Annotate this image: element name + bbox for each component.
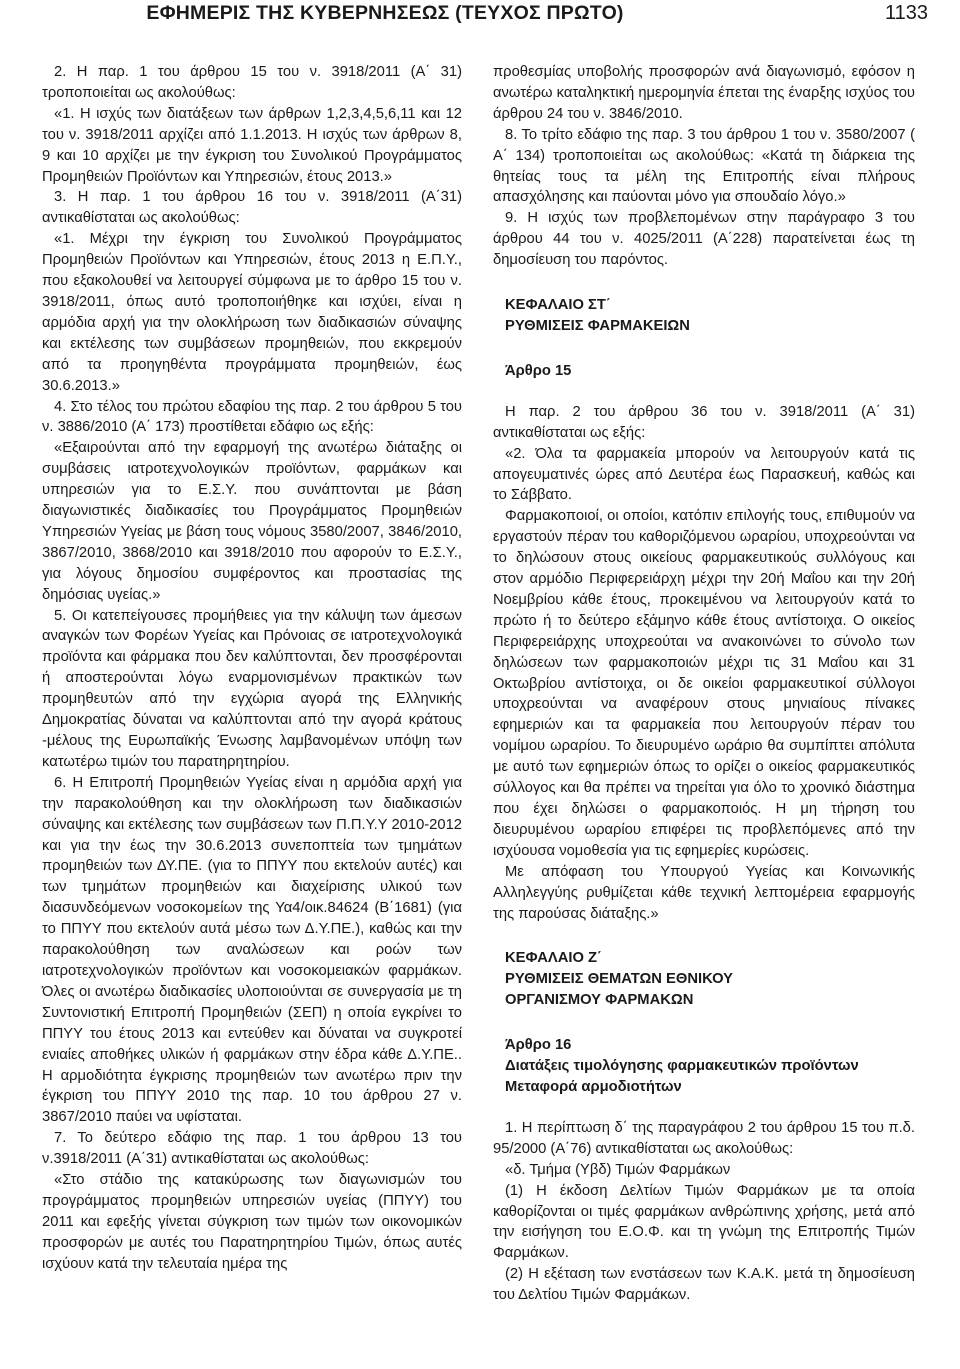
chapter-subtitle: ΡΥΘΜΙΣΕΙΣ ΘΕΜΑΤΩΝ ΕΘΝΙΚΟΥ (505, 971, 733, 988)
paragraph: 6. Η Επιτροπή Προμηθειών Υγείας είναι η αρμόδια αρχή για την παρακολούθηση και την ολοκλήρωση των διαδικασιών σύναψης και εκτέλεσης των συμβάσεων των Π.Π.Υ.Υ 2010-2012 και για την έως την 30.6.2013 συνεποπτεία των τμημάτων προμηθειών των ΔΥ.ΠΕ. (για το ΠΠΥΥ που εκτελούν αυτές) και των τμημάτων προμηθειών και διαχείρισης υλικού των διασυνδεόμενων νοσοκομείων της Υα4/οικ.84624 (Β΄1681) (για το ΠΠΥΥ που εκτελούν αυτά μέσω των Δ.Υ.ΠΕ.), καθώς και την παρακολούθηση των αναλώσεων και ροών των ιατροτεχνολογικών προϊόντων και νοσοκομειακών φαρμάκων. Όλες οι ανωτέρω διαδικασίες υλοποιούνται σε συνεργασία με τη Συντονιστική Επιτροπή Προμηθειών (ΣΕΠ) η οποία εγκρίνει το ΠΠΥΥ του έτους 2013 και εντεύθεν και δύναται να συγκροτεί ενιαίες αποθήκες υλικών ή φαρμάκων στην έδρα κάθε Δ.Υ.ΠΕ.. Η αρμοδιότητα έγκρισης προμηθειών των ανωτέρω πριν την έγκριση του ΠΠΥΥ 2010 της παρ. 10 του άρθρου 27 ν. 3867/2010 παύει να υφίσταται. (42, 774, 462, 1126)
chapter-title: ΚΕΦΑΛΑΙΟ Ζ΄ (505, 950, 602, 967)
right-column (493, 62, 915, 1306)
paragraph: «Στο στάδιο της κατακύρωσης των διαγωνισμών του προγράμματος προμηθειών υπηρεσιών υγείας (ΠΠΥΥ) του 2011 και εφεξής γίνεται σύγκριση των τιμών των οικονομικών προσφορών με αυτές του Παρατηρητηρίου Τιμών, όπως αυτές ισχύουν κατά την τελευταία ημέρα της (42, 1172, 462, 1272)
paragraph: 1. Η περίπτωση δ΄ της παραγράφου 2 του άρθρου 15 του π.δ. 95/2000 (Α΄76) αντικαθίσταται ως ακολούθως: (493, 1119, 915, 1157)
paragraph: Με απόφαση του Υπουργού Υγείας και Κοινωνικής Αλληλεγγύης ρυθμίζεται κάθε τεχνική λεπτομέρεια εφαρμογής της παρούσας διάταξης.» (493, 863, 915, 922)
page-header (30, 0, 930, 34)
article-title: Άρθρο 15 (505, 362, 572, 379)
chapter-subtitle: ΡΥΘΜΙΣΕΙΣ ΦΑΡΜΑΚΕΙΩΝ (505, 317, 690, 334)
paragraph: «δ. Τμήμα (Υβδ) Τιμών Φαρμάκων (505, 1161, 731, 1178)
paragraph: 8. Το τρίτο εδάφιο της παρ. 3 του άρθρου 1 του ν. 3580/2007 ( Α΄ 134) τροποποιείται ως ακολούθως: «Κατά τη διάρκεια της θητείας τους τα μέλη της Επιτροπής είναι πλήρους απασχόλησης και παύονται μόνο για σπουδαίο λόγο.» (493, 126, 915, 206)
paragraph: προθεσμίας υποβολής προσφορών ανά διαγωνισμό, εφόσον η ανωτέρω καταληκτική ημερομηνία έπεται της έναρξης ισχύος του άρθρου 24 του ν. 3846/2010. (493, 64, 915, 122)
left-column (42, 62, 462, 1275)
page-number: 1133 (884, 2, 928, 24)
chapter-subtitle: ΟΡΓΑΝΙΣΜΟΥ ΦΑΡΜΑΚΩΝ (505, 992, 694, 1009)
chapter-title: ΚΕΦΑΛΑΙΟ ΣΤ΄ (505, 297, 611, 314)
paragraph: 3. Η παρ. 1 του άρθρου 16 του ν. 3918/2011 (Α΄31) αντικαθίσταται ως ακολούθως: (42, 189, 462, 227)
paragraph: Φαρμακοποιοί, οι οποίοι, κατόπιν επιλογής τους, επιθυμούν να εργαστούν πέραν του καθοριζόμενου ωραρίου, υποχρεούνται να το δηλώσουν στους οικείους φαρμακευτικούς συλλόγους και στον αρμόδιο Περιφερειάρχη μέχρι την 20ή Μαΐου και την 20ή Νοεμβρίου κάθε έτους, προκειμένου να λειτουργούν κατά το πρώτο ή το δεύτερο εξάμηνο κάθε έτους αντίστοιχα. Ο οικείος Περιφερειάρχης υποχρεούται να ανακοινώνει το σύνολο των δηλώσεων των φαρμακοποιών μέχρι τις 31 Μαΐου και 31 Οκτωβρίου αντίστοιχα, οι δε οικείοι φαρμακευτικοί σύλλογοι υποχρεούνται να αναφέρουν στους μηνιαίους πίνακες εφημεριών και τα φαρμακεία που λειτουργούν πέραν του νομίμου ωραρίου. Το διευρυμένο ωράριο θα συμπίπτει απόλυτα με αυτό των εφημεριών όπως το ορίζει ο οικείος φαρμακευτικός σύλλογος και θα πρέπει να τηρείται για όλο το χρονικό διάστημα που έχει δηλώσει ο φαρμακοποιός. Η μη τήρηση του διευρυμένου ωραρίου επιφέρει τις προβλεπόμενες από την ισχύουσα νομοθεσία για τις εφημερίες κυρώσεις. (493, 508, 915, 859)
paragraph: «1. Η ισχύς των διατάξεων των άρθρων 1,2,3,4,5,6,11 και 12 του ν. 3918/2011 αρχίζει από 1.1.2013. Η ισχύς των άρθρων 8, 9 και 10 αρχίζει με την έγκριση του Συνολικού Προγράμματος Προμηθειών Προϊόντων και Υπηρεσιών, έτους 2013.» (42, 105, 462, 185)
paragraph: 2. Η παρ. 1 του άρθρου 15 του ν. 3918/2011 (Α΄ 31) τροποποιείται ως ακολούθως: (42, 64, 462, 101)
paragraph: 4. Στο τέλος του πρώτου εδαφίου της παρ. 2 του άρθρου 5 του ν. 3886/2010 (Α΄ 173) προστίθεται εδάφιο ως εξής: (42, 398, 462, 436)
paragraph: «Εξαιρούνται από την εφαρμογή της ανωτέρω διάταξης οι συμβάσεις ιατροτεχνολογικών προϊόντων, φαρμάκων και υπηρεσιών για το Ε.Σ.Υ. που συνάπτονται με βάση διαγωνιστικές διαδικασίες του Προγράμματος Προμηθειών Υπηρεσιών Υγείας με βάση τους νόμους 3580/2007, 3846/2010, 3867/2010, 3868/2010 και 3918/2010 που αφορούν το Ε.Σ.Υ., για λόγους δημοσίου συμφέροντος και προστασίας της δημόσιας υγείας.» (42, 440, 462, 603)
article-subtitle: Μεταφορά αρμοδιοτήτων (505, 1078, 682, 1095)
paragraph: 7. Το δεύτερο εδάφιο της παρ. 1 του άρθρου 13 του ν.3918/2011 (Α΄31) αντικαθίσταται ως ακολούθως: (42, 1130, 462, 1168)
article-title: Άρθρο 16 (505, 1037, 572, 1054)
paragraph: (2) Η εξέταση των ενστάσεων των Κ.Α.Κ. μετά τη δημοσίευση του Δελτίου Τιμών Φαρμάκων. (493, 1266, 915, 1304)
paragraph: (1) Η έκδοση Δελτίων Τιμών Φαρμάκων με τα οποία καθορίζονται οι τιμές φαρμάκων ανθρώπινης χρήσης, μετά από την εισήγηση του Ε.Ο.Φ. και τη γνώμη της Επιτροπής Τιμών Φαρμάκων. (493, 1182, 915, 1262)
gazette-title: ΕΦΗΜΕΡΙΣ ΤΗΣ ΚΥΒΕΡΝΗΣΕΩΣ (ΤΕΥΧΟΣ ΠΡΩΤΟ) (146, 2, 624, 24)
article-subtitle: Διατάξεις τιμολόγησης φαρμακευτικών προϊόντων (505, 1058, 859, 1075)
paragraph: «1. Μέχρι την έγκριση του Συνολικού Προγράμματος Προμηθειών Προϊόντων και Υπηρεσιών, έτους 2013 η Ε.Π.Υ., που εξακολουθεί να λειτουργεί σύμφωνα με το άρθρο 15 του ν. 3918/2011, όπως αυτό τροποποιήθηκε και ισχύει, είναι η αρμόδια αρχή για την ολοκλήρωση των διαδικασιών σύναψης και εκτέλεσης των συμβάσεων προμηθειών, που εκκρεμούν από τα προηγηθέντα προγράμματα προμηθειών, έως 30.6.2013.» (42, 231, 462, 394)
paragraph: 9. Η ισχύς των προβλεπομένων στην παράγραφο 3 του άρθρου 44 του ν. 4025/2011 (Α΄228) παρατείνεται έως τη δημοσίευση του παρόντος. (493, 210, 915, 269)
paragraph: «2. Όλα τα φαρμακεία μπορούν να λειτουργούν κατά τις απογευματινές ώρες από Δευτέρα έως Παρασκευή, καθώς και το Σάββατο. (493, 445, 915, 504)
paragraph: 5. Οι κατεπείγουσες προμήθειες για την κάλυψη των άμεσων αναγκών των Φορέων Υγείας και Πρόνοιας σε ιατροτεχνολογικά προϊόντα και φάρμακα που δεν καλύπτονται, δεν προσφέρονται ή αποστερούνται λόγω εναρμονισμένων πρακτικών των προμηθευτών από την εγχώρια αγορά της Ελληνικής Δημοκρατίας δύναται να καλύπτονται από την αγορά κράτους -μέλους της Ευρωπαϊκής Ένωσης λαμβανομένων υπόψη των κατωτέρω τιμών του παρατηρητηρίου. (42, 607, 462, 770)
paragraph: Η παρ. 2 του άρθρου 36 του ν. 3918/2011 (Α΄ 31) αντικαθίσταται ως εξής: (493, 403, 915, 441)
